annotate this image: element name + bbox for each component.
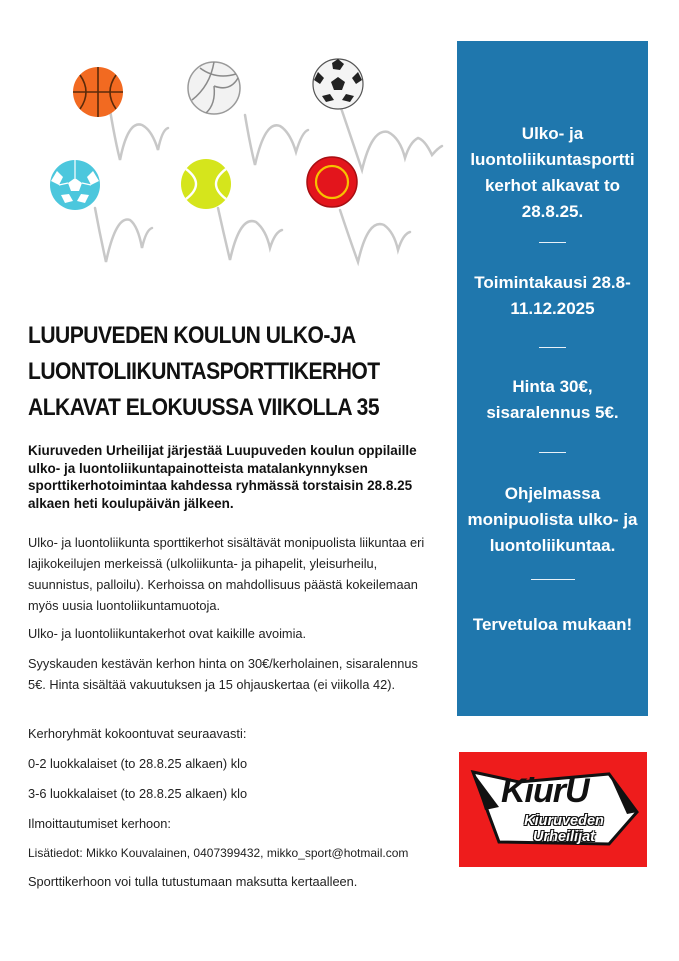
- sidebar-season: Toimintakausi 28.8-11.12.2025: [474, 273, 631, 318]
- bouncing-balls-illustration: [40, 50, 450, 275]
- trial-info: Sporttikerhoon voi tulla tutustumaan maksutta kertaalleen.: [28, 874, 358, 889]
- logo-wordmark: KiurU: [501, 772, 589, 810]
- title-line-2: LUONTOLIIKUNTASPORTTIKERHOT: [28, 358, 380, 385]
- sidebar-program: Ohjelmassa monipuolista ulko- ja luontoliikuntaa.: [467, 484, 638, 555]
- title-line-3: ALKAVAT ELOKUUSSA VIIKOLLA 35: [28, 394, 380, 421]
- sidebar-price: Hinta 30€, sisaralennus 5€.: [486, 377, 619, 422]
- intro-paragraph: Kiuruveden Urheilijat järjestää Luupuveden koulun oppilaille ulko- ja luontoliikuntapainotteista matalankynnyksen sporttikerhotoimintaa kahdessa ryhmässä torstaisin 28.8.25 alkaen heti koulupäivän jälkeen.: [28, 443, 417, 511]
- soccer-ball-icon: [313, 59, 363, 109]
- logo-line-2: Urheilijat: [532, 829, 596, 845]
- groups-heading: Kerhoryhmät kokoontuvat seuraavasti:: [28, 726, 247, 741]
- sidebar-divider: [539, 347, 566, 348]
- blue-soccer-ball-icon: [50, 160, 100, 210]
- sidebar-divider: [531, 579, 575, 580]
- tennis-ball-icon: [181, 159, 231, 209]
- description-paragraph: Ulko- ja luontoliikunta sporttikerhot sisältävät monipuolista liikuntaa eri lajikokeilujen merkeissä (ulkoliikunta- ja pihapelit, yleisurheilu, suunnistus, palloilu). Kerhoissa on mahdollisuus päästä kokeilemaan myös uusia luontoliikuntamuotoja.: [28, 535, 425, 613]
- sidebar-welcome: Tervetuloa mukaan!: [472, 615, 633, 634]
- kiuru-logo: [459, 752, 647, 867]
- info-sidebar: [457, 41, 648, 716]
- balls-graphic: [40, 50, 450, 275]
- sidebar-divider: [539, 452, 566, 453]
- sidebar-divider: [539, 242, 566, 243]
- sidebar-start-date: Ulko- ja luontoliikuntasportti kerhot alkavat to 28.8.25.: [470, 124, 635, 221]
- volleyball-icon: [188, 62, 240, 114]
- logo-line-1: Kiuruveden: [524, 813, 604, 829]
- contact-info: Lisätiedot: Mikko Kouvalainen, 0407399432, mikko_sport@hotmail.com: [28, 846, 409, 860]
- price-paragraph: Syyskauden kestävän kerhon hinta on 30€/kerholainen, sisaralennus 5€. Hinta sisältää vakuutuksen ja 15 ohjauskertaa (ei viikolla 42).: [28, 656, 418, 692]
- registration-text: Ilmoittautumiset kerhoon:: [28, 816, 171, 831]
- group-3-6: 3-6 luokkalaiset (to 28.8.25 alkaen) klo: [28, 786, 248, 801]
- title-line-1: LUUPUVEDEN KOULUN ULKO-JA: [28, 322, 356, 349]
- red-ball-icon: [307, 157, 357, 207]
- open-to-all-paragraph: Ulko- ja luontoliikuntakerhot ovat kaikille avoimia.: [28, 626, 307, 641]
- basketball-icon: [73, 67, 123, 117]
- page-title: [28, 318, 432, 426]
- group-0-2: 0-2 luokkalaiset (to 28.8.25 alkaen) klo: [28, 756, 248, 771]
